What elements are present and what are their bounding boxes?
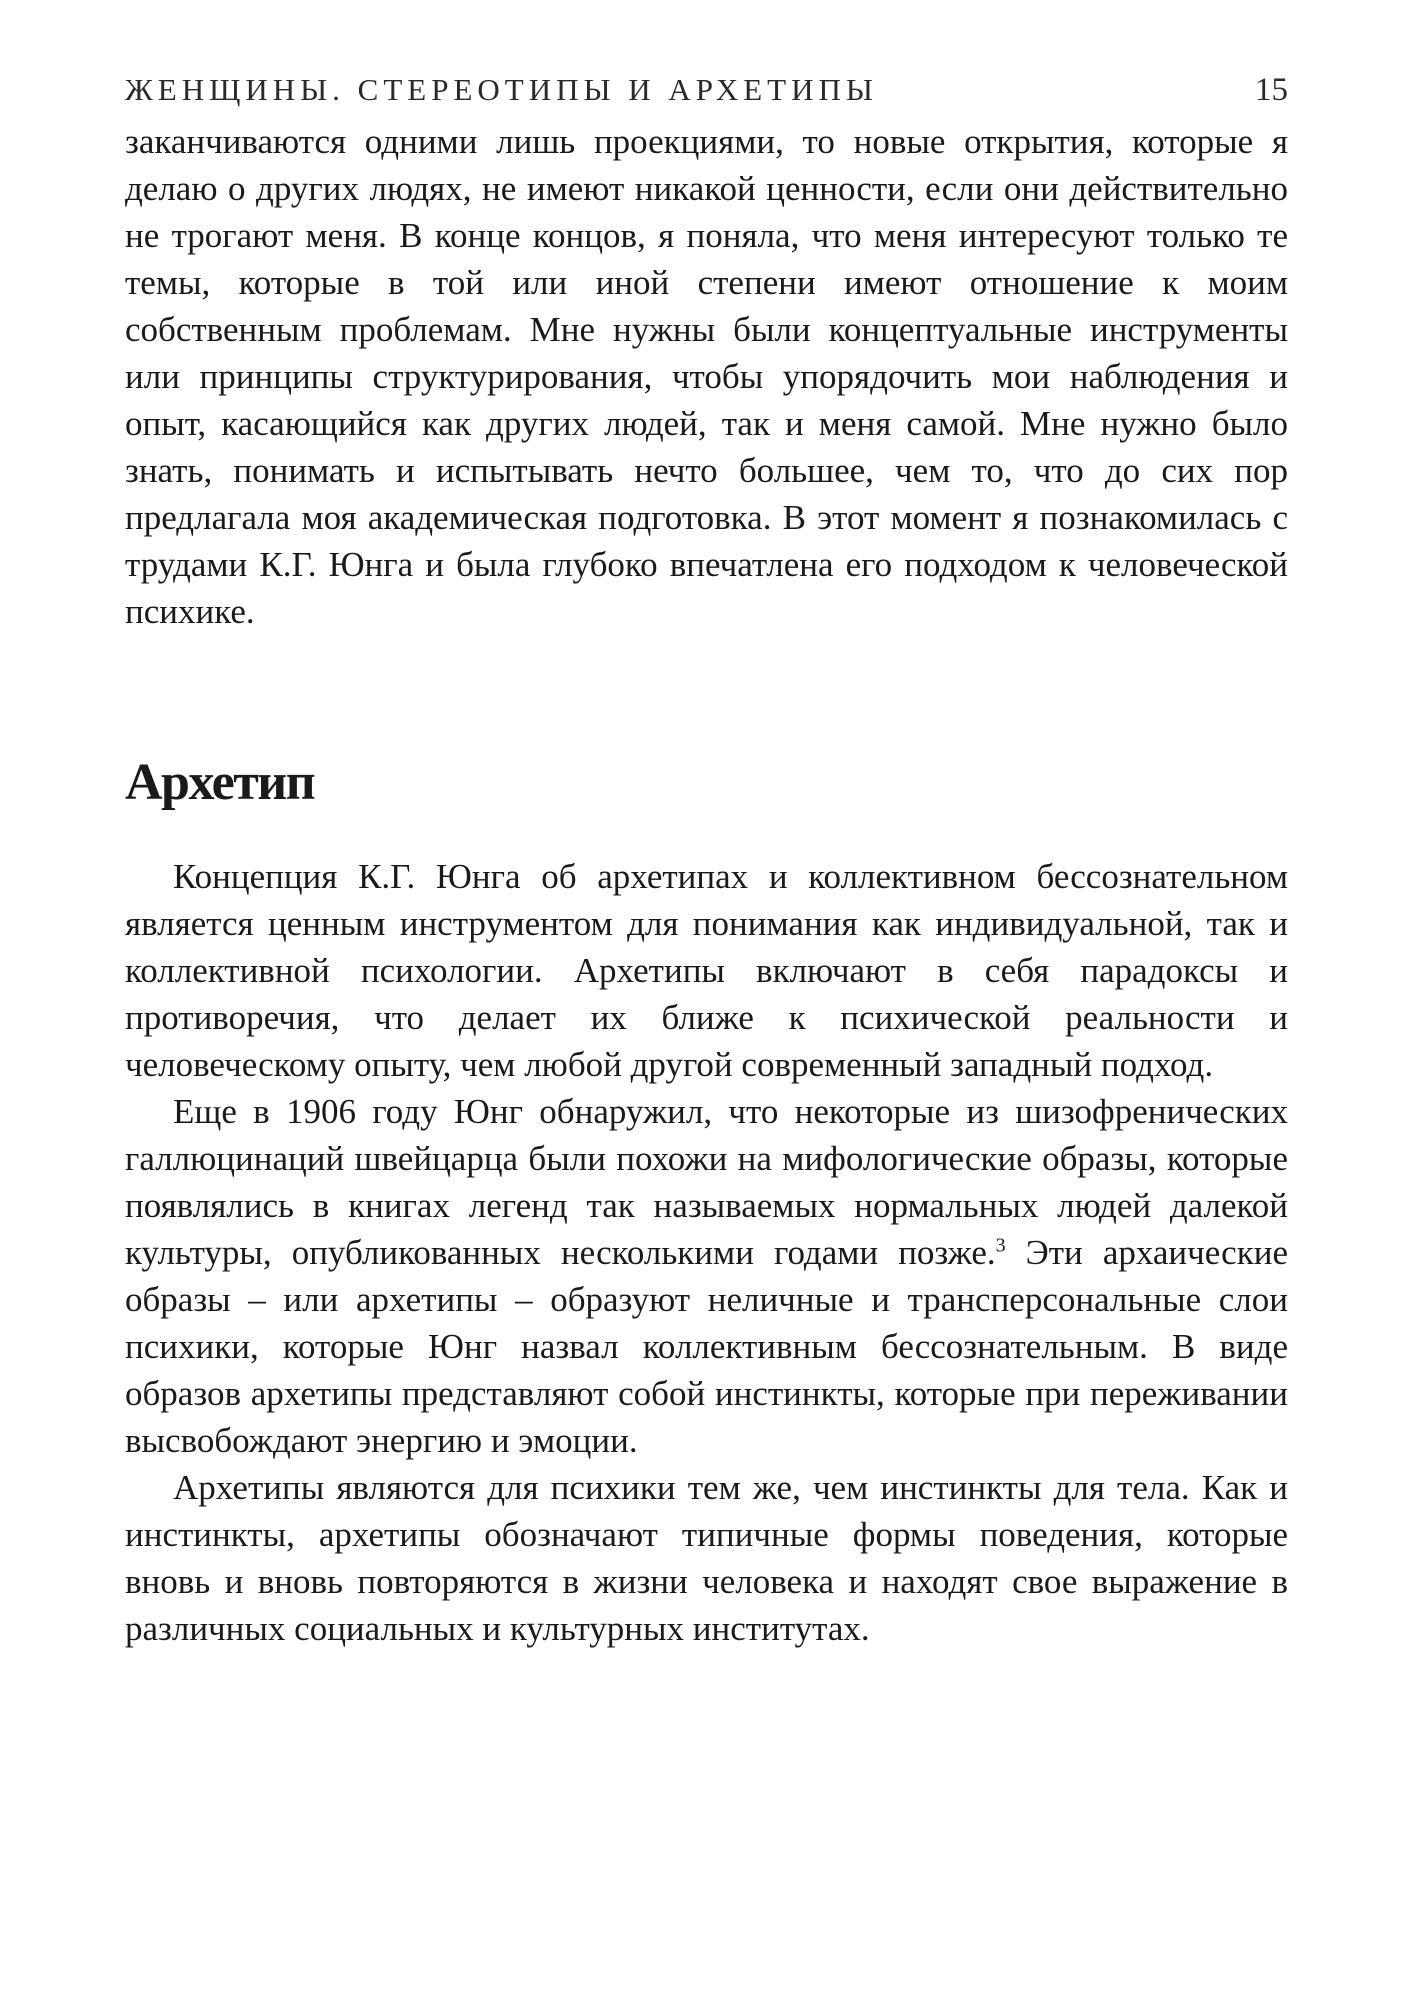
footnote-ref[interactable]: 3 (995, 1234, 1006, 1257)
section-paragraph-2-part-1: Еще в 1906 году Юнг обнаружил, что некоторые из шизофренических галлюцинаций швейцарца были похожи на мифологические образы, которые появлялись в книгах легенд так называемых нормальных людей далекой культуры, опубликованных несколькими годами позже. (125, 1092, 1288, 1272)
section-paragraph-2-part-2: Эти архаические образы – или архетипы – образуют неличные и трансперсональные слои психики, которые Юнг назвал коллективным бессознательным. В виде образов архетипы представляют собой инстинкты, которые при переживании высвобождают энергию и эмоции. (125, 1233, 1288, 1460)
section-heading: Архетип (125, 754, 315, 811)
running-title: ЖЕНЩИНЫ. СТЕРЕОТИПЫ И АРХЕТИПЫ (125, 72, 878, 107)
intro-paragraph: заканчиваются одними лишь проекциями, то новые открытия, которые я делаю о других людях, не имеют никакой ценности, если они действительно не трогают меня. В конце концов, я поняла, что меня интересуют только те темы, которые в той или иной степени имеют отношение к моим собственным проблемам. Мне нужны были концептуальные инструменты или принципы структурирования, чтобы упорядочить мои наблюдения и опыт, касающийся как других людей, так и меня самой. Мне нужно было знать, понимать и испытывать нечто большее, чем то, что до сих пор предлагала моя академическая подготовка. В этот момент я познакомилась с трудами К.Г. Юнга и была глубоко впечатлена его подходом к человеческой психике. (125, 122, 1288, 631)
section-paragraph-3: Архетипы являются для психики тем же, чем инстинкты для тела. Как и инстинкты, архетипы обозначают типичные формы поведения, которые вновь и вновь повторяются в жизни человека и находят свое выражение в различных социальных и культурных институтах. (125, 1468, 1288, 1648)
page-number: 15 (1255, 72, 1288, 108)
book-page (125, 72, 1288, 1652)
section-paragraph-1: Концепция К.Г. Юнга об архетипах и коллективном бессознательном является ценным инструментом для понимания как индивидуальной, так и коллективной психологии. Архетипы включают в себя парадоксы и противоречия, что делает их ближе к психической реальности и человеческому опыту, чем любой другой современный западный подход. (125, 857, 1288, 1084)
section-paragraph-2 (125, 1088, 1288, 1464)
running-header (125, 72, 1288, 118)
